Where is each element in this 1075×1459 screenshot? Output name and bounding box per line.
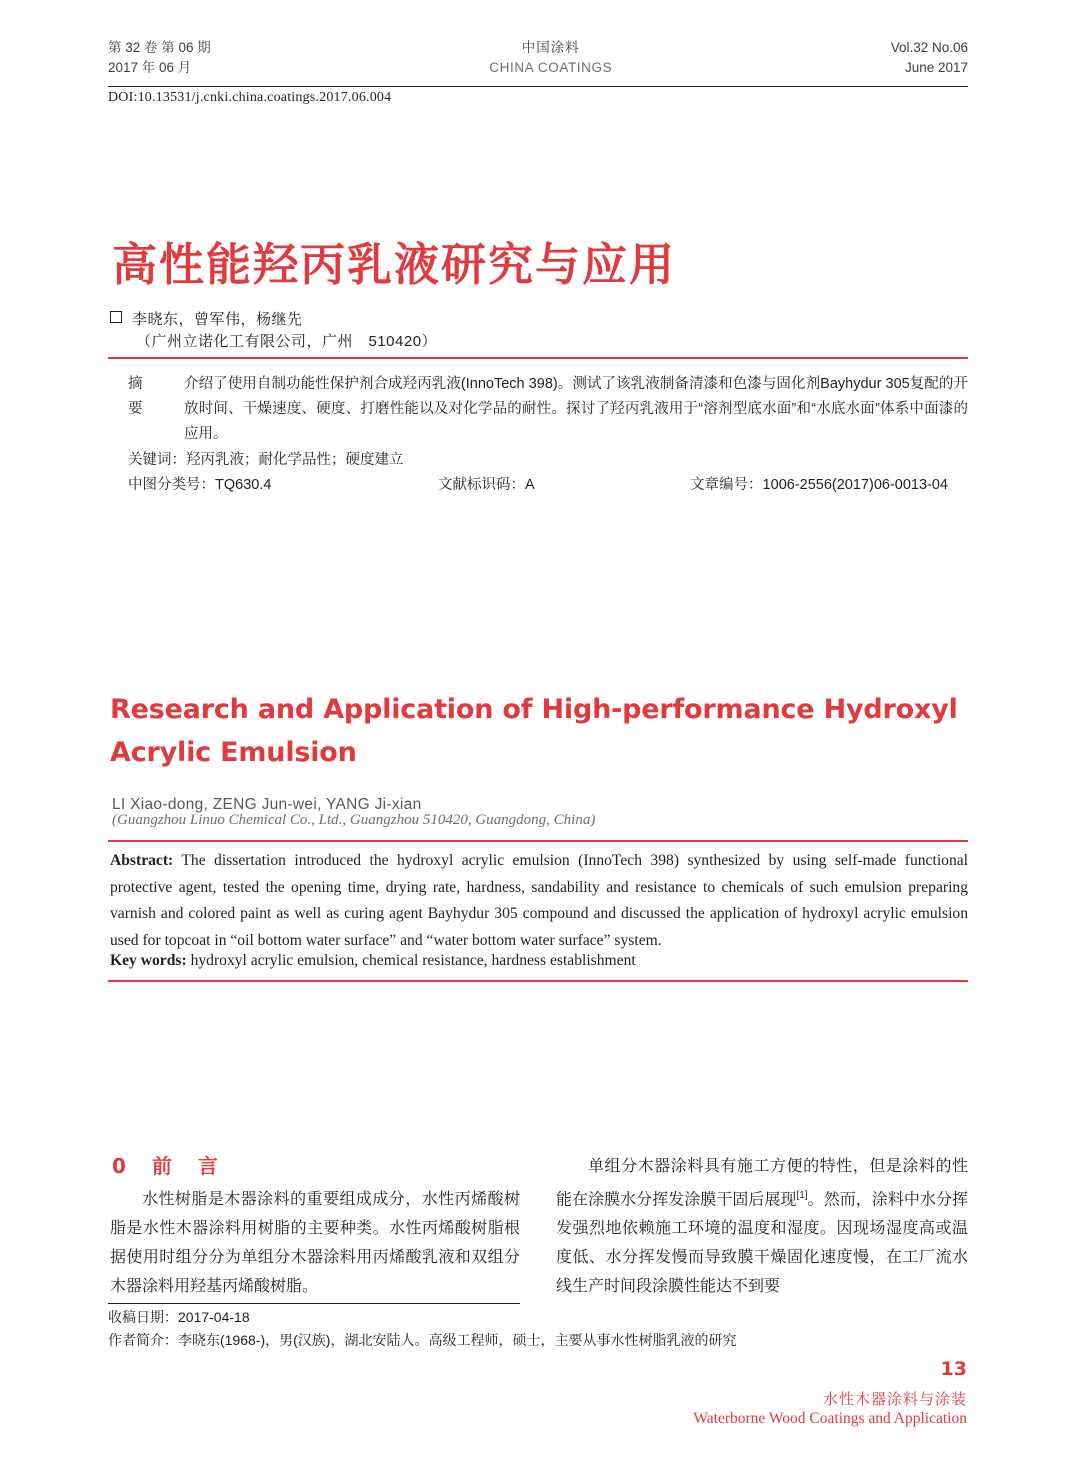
running-head-center: [489, 38, 612, 78]
page-number: 13: [940, 1358, 967, 1380]
footer-title-en: Waterborne Wood Coatings and Application: [693, 1410, 967, 1427]
affiliation-cn: （广州立诺化工有限公司，广州 510420）: [136, 333, 438, 350]
footnote-rule: [108, 1303, 520, 1304]
authors-en: LI Xiao-dong, ZENG Jun-wei, YANG Ji-xian: [112, 796, 422, 813]
authors-cn: [110, 308, 303, 329]
received-date: 收稿日期：2017-04-18: [108, 1309, 250, 1325]
divider-red-bottom: [108, 980, 968, 982]
paragraph-right-part2: 。然而，涂料中水分挥发强烈地依赖施工环境的温度和湿度。因现场湿度高或温度低、水分挥发慢而导致膜干燥固化速度慢，在工厂流水线生产时间段涂膜性能达不到要: [556, 1191, 968, 1296]
body-column-left: [110, 1185, 520, 1301]
running-head-right: [891, 38, 968, 78]
running-head: [108, 38, 968, 80]
abstract-en-text: The dissertation introduced the hydroxyl acrylic emulsion (InnoTech 398) synthesized by using self-made functional protective agent, tested the opening time, drying rate, hardness, sandability and resistance to chemicals of such emulsion preparing varnish and colored paint as well as curing agent Bayhydur 305 compound and discussed the application of hydroxyl acrylic emulsion used for topcoat in “oil bottom water surface” and “water bottom water surface” system.: [110, 852, 968, 949]
author-bio: 作者简介：李晓东(1968-)，男(汉族)，湖北安陆人。高级工程师，硕士，主要从事水性树脂乳液的研究: [108, 1332, 737, 1348]
article-number: 文章编号：1006-2556(2017)06-0013-04: [690, 477, 948, 493]
abstract-cn-text: 介绍了使用自制功能性保护剂合成羟丙乳液(InnoTech 398)。测试了该乳液制备清漆和色漆与固化剂Bayhydur 305复配的开放时间、干燥速度、硬度、打磨性能以及对化学品的耐性。探讨了羟丙乳液用于“溶剂型底水面”和“水底水面”体系中面漆的应用。: [184, 376, 968, 442]
volume-issue-cn: 第 32 卷 第 06 期: [108, 40, 211, 55]
journal-title-cn: 中国涂料: [521, 40, 580, 55]
paragraph-intro-left: 水性树脂是木器涂料的重要组成成分，水性丙烯酸树脂是水性木器涂料用树脂的主要种类。水性丙烯酸树脂根据使用时组分分为单组分木器涂料用丙烯酸乳液和双组分木器涂料用羟基丙烯酸树脂。: [110, 1191, 520, 1295]
section-heading-intro: 0 前 言: [112, 1154, 221, 1178]
square-bullet-icon: [110, 311, 122, 323]
volume-issue-en: Vol.32 No.06: [890, 40, 968, 55]
divider-red-mid: [108, 840, 968, 842]
footnote-block: [108, 1306, 968, 1352]
abstract-cn-label: 摘 要: [128, 376, 169, 417]
document-code: 文献标识码：A: [438, 477, 535, 493]
header-rule: [108, 86, 968, 87]
doi-text: DOI:10.13531/j.cnki.china.coatings.2017.06.004: [108, 90, 392, 105]
authors-cn-label: 李晓东，曾军伟，杨继先: [132, 311, 303, 328]
page-title-en: Research and Application of High-performance Hydroxyl Acrylic Emulsion: [110, 694, 958, 768]
keywords-en: [110, 948, 968, 974]
divider-red-top: [108, 357, 968, 359]
keywords-cn: 关键词：羟丙乳液；耐化学品性；硬度建立: [128, 452, 404, 468]
abstract-cn: [128, 372, 968, 447]
running-head-left: [108, 38, 211, 78]
body-column-right: [556, 1152, 968, 1301]
footer-title-cn: 水性木器涂料与涂装: [822, 1391, 967, 1408]
date-cn: 2017 年 06 月: [108, 60, 192, 75]
date-en: June 2017: [904, 60, 968, 75]
abstract-en-label: Abstract:: [110, 852, 174, 869]
journal-title-en: CHINA COATINGS: [489, 60, 613, 75]
paragraph-intro-right: [556, 1152, 968, 1301]
affiliation-en: (Guangzhou Linuo Chemical Co., Ltd., Guangzhou 510420, Guangdong, China): [112, 812, 596, 828]
page-title-cn: 高性能羟丙乳液研究与应用: [112, 238, 677, 291]
clc-number: 中图分类号：TQ630.4: [128, 477, 272, 493]
paragraph-right-part1: 单组分木器涂料具有施工方便的特性，但是涂料的性能在涂膜水分挥发涂膜干固后展现: [556, 1158, 968, 1209]
citation-ref: [1]: [796, 1190, 808, 1201]
abstract-en: [110, 848, 968, 954]
classification-row: [128, 473, 948, 498]
keywords-en-text: hydroxyl acrylic emulsion, chemical resistance, hardness establishment: [186, 952, 636, 969]
keywords-en-label: Key words:: [110, 952, 187, 969]
